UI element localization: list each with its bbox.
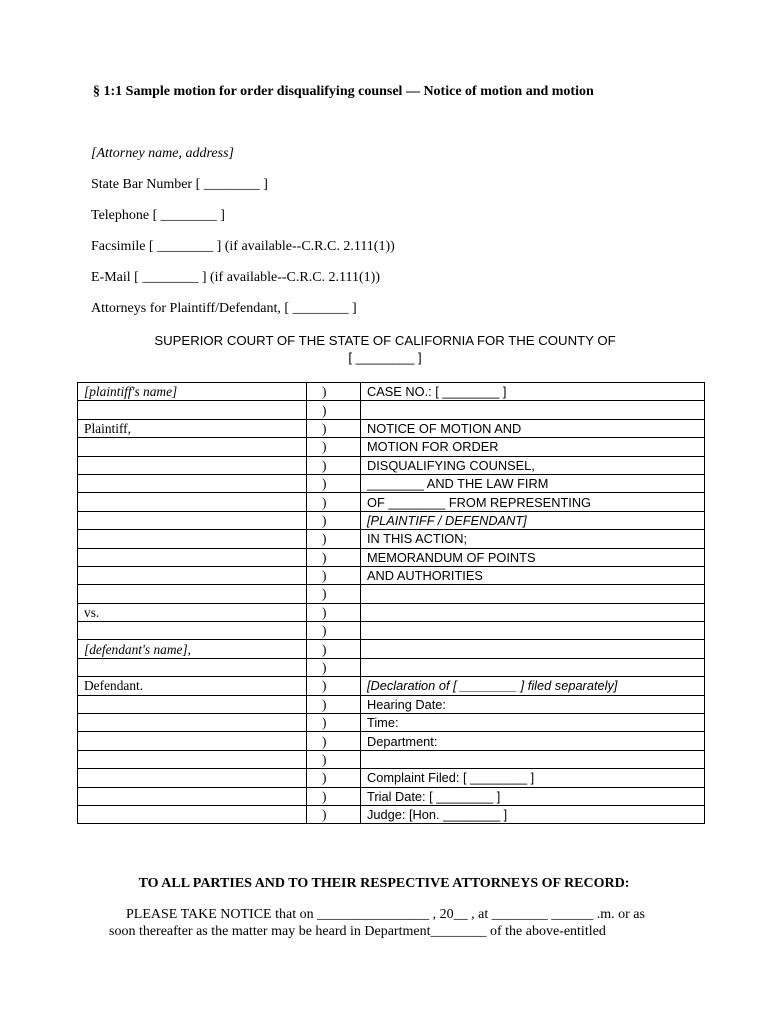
- caption-paren-cell: ): [307, 750, 361, 768]
- caption-paren-cell: ): [307, 456, 361, 474]
- caption-party-cell: [78, 805, 307, 823]
- facsimile-line: Facsimile [ ________ ] (if available--C.R.C. 2.111(1)): [91, 239, 395, 254]
- caption-title-cell: [361, 750, 705, 768]
- caption-row: [78, 769, 705, 787]
- caption-row: [78, 419, 705, 437]
- caption-party-cell: [78, 511, 307, 529]
- caption-party-cell: [defendant's name],: [78, 640, 307, 658]
- caption-party-cell: [78, 714, 307, 732]
- caption-paren-cell: ): [307, 438, 361, 456]
- caption-title-cell: OF ________ FROM REPRESENTING: [361, 493, 705, 511]
- caption-row: [78, 695, 705, 713]
- caption-title-cell: [361, 622, 705, 640]
- caption-title-cell: [PLAINTIFF / DEFENDANT]: [361, 511, 705, 529]
- court-name: SUPERIOR COURT OF THE STATE OF CALIFORNIA FOR THE COUNTY OF: [154, 333, 616, 348]
- caption-title-cell: MEMORANDUM OF POINTS: [361, 548, 705, 566]
- caption-row: [78, 658, 705, 676]
- document-title: § 1:1 Sample motion for order disqualifying counsel — Notice of motion and motion: [93, 84, 594, 99]
- caption-title-cell: NOTICE OF MOTION AND: [361, 419, 705, 437]
- caption-paren-cell: ): [307, 511, 361, 529]
- caption-title-cell: [361, 585, 705, 603]
- caption-party-cell: [78, 474, 307, 492]
- caption-row: [78, 787, 705, 805]
- caption-paren-cell: ): [307, 566, 361, 584]
- caption-row: [78, 732, 705, 750]
- caption-party-cell: vs.: [78, 603, 307, 621]
- caption-title-cell: [Declaration of [ ________ ] filed separately]: [361, 677, 705, 695]
- caption-row: [78, 714, 705, 732]
- caption-title-cell: [361, 640, 705, 658]
- caption-row: [78, 474, 705, 492]
- caption-paren-cell: ): [307, 548, 361, 566]
- caption-row: [78, 548, 705, 566]
- case-caption-table: [77, 382, 705, 824]
- caption-row: [78, 511, 705, 529]
- caption-title-cell: MOTION FOR ORDER: [361, 438, 705, 456]
- caption-party-cell: [78, 548, 307, 566]
- caption-party-cell: [78, 769, 307, 787]
- caption-paren-cell: ): [307, 383, 361, 401]
- caption-paren-cell: ): [307, 530, 361, 548]
- court-county: [ ________ ]: [348, 350, 422, 365]
- attorneys-for-line: Attorneys for Plaintiff/Defendant, [ ________ ]: [91, 301, 357, 316]
- caption-party-cell: Plaintiff,: [78, 419, 307, 437]
- caption-body: [78, 383, 705, 824]
- caption-paren-cell: ): [307, 585, 361, 603]
- caption-party-cell: [78, 456, 307, 474]
- caption-title-cell: Time:: [361, 714, 705, 732]
- caption-paren-cell: ): [307, 732, 361, 750]
- caption-paren-cell: ): [307, 640, 361, 658]
- caption-party-cell: [78, 438, 307, 456]
- caption-title-cell: ________ AND THE LAW FIRM: [361, 474, 705, 492]
- caption-paren-cell: ): [307, 474, 361, 492]
- caption-title-cell: CASE NO.: [ ________ ]: [361, 383, 705, 401]
- state-bar-line: State Bar Number [ ________ ]: [91, 177, 268, 192]
- caption-paren-cell: ): [307, 805, 361, 823]
- caption-title-cell: Complaint Filed: [ ________ ]: [361, 769, 705, 787]
- caption-row: [78, 566, 705, 584]
- caption-paren-cell: ): [307, 677, 361, 695]
- caption-paren-cell: ): [307, 658, 361, 676]
- caption-row: [78, 677, 705, 695]
- court-heading: [120, 332, 650, 366]
- caption-party-cell: [78, 566, 307, 584]
- caption-party-cell: [78, 493, 307, 511]
- caption-party-cell: [78, 658, 307, 676]
- caption-paren-cell: ): [307, 769, 361, 787]
- caption-paren-cell: ): [307, 401, 361, 419]
- caption-party-cell: [78, 750, 307, 768]
- caption-row: [78, 585, 705, 603]
- caption-paren-cell: ): [307, 622, 361, 640]
- caption-paren-cell: ): [307, 603, 361, 621]
- caption-row: [78, 640, 705, 658]
- caption-title-cell: IN THIS ACTION;: [361, 530, 705, 548]
- caption-paren-cell: ): [307, 714, 361, 732]
- caption-title-cell: Department:: [361, 732, 705, 750]
- caption-row: [78, 805, 705, 823]
- caption-title-cell: [361, 658, 705, 676]
- caption-party-cell: [78, 585, 307, 603]
- caption-paren-cell: ): [307, 695, 361, 713]
- caption-title-cell: [361, 603, 705, 621]
- caption-party-cell: [78, 622, 307, 640]
- caption-title-cell: Hearing Date:: [361, 695, 705, 713]
- caption-row: [78, 493, 705, 511]
- caption-row: [78, 750, 705, 768]
- caption-title-cell: DISQUALIFYING COUNSEL,: [361, 456, 705, 474]
- telephone-line: Telephone [ ________ ]: [91, 208, 225, 223]
- caption-party-cell: [78, 695, 307, 713]
- caption-row: [78, 530, 705, 548]
- caption-party-cell: [78, 787, 307, 805]
- caption-paren-cell: ): [307, 419, 361, 437]
- caption-row: [78, 383, 705, 401]
- caption-title-cell: AND AUTHORITIES: [361, 566, 705, 584]
- caption-title-cell: Judge: [Hon. ________ ]: [361, 805, 705, 823]
- caption-row: [78, 622, 705, 640]
- caption-party-cell: [78, 401, 307, 419]
- caption-title-cell: Trial Date: [ ________ ]: [361, 787, 705, 805]
- email-line: E-Mail [ ________ ] (if available--C.R.C. 2.111(1)): [91, 270, 381, 285]
- caption-row: [78, 438, 705, 456]
- caption-party-cell: [78, 530, 307, 548]
- caption-row: [78, 401, 705, 419]
- caption-row: [78, 456, 705, 474]
- caption-title-cell: [361, 401, 705, 419]
- notice-paragraph-line-1: PLEASE TAKE NOTICE that on ________________ , 20__ , at ________ ______ .m. or as: [126, 907, 645, 922]
- notice-heading: TO ALL PARTIES AND TO THEIR RESPECTIVE ATTORNEYS OF RECORD:: [138, 876, 630, 891]
- caption-party-cell: Defendant.: [78, 677, 307, 695]
- caption-paren-cell: ): [307, 493, 361, 511]
- caption-row: [78, 603, 705, 621]
- caption-party-cell: [plaintiff's name]: [78, 383, 307, 401]
- notice-paragraph-line-2: soon thereafter as the matter may be heard in Department________ of the above-entitled: [109, 924, 606, 939]
- caption-paren-cell: ): [307, 787, 361, 805]
- caption-party-cell: [78, 732, 307, 750]
- attorney-name-line: [Attorney name, address]: [91, 146, 234, 161]
